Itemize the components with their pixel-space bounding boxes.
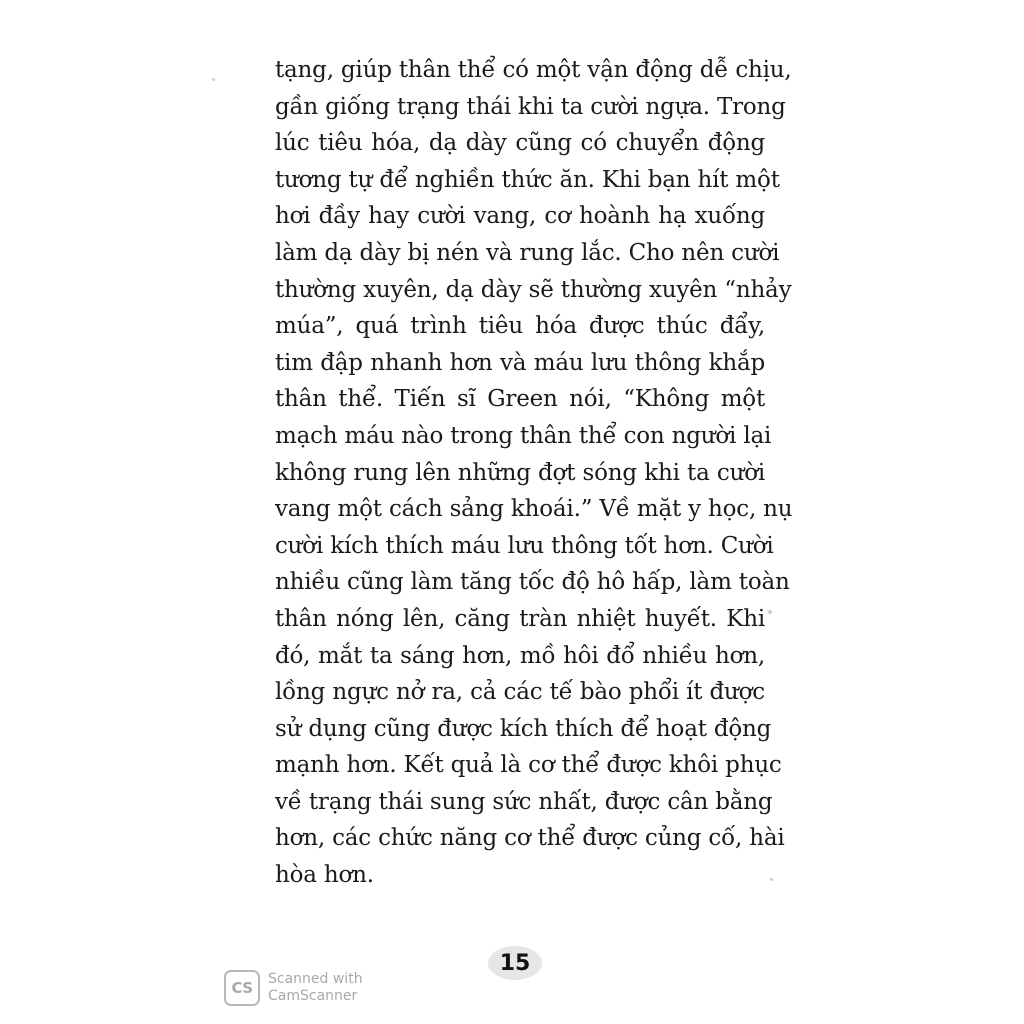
camscanner-logo-icon: CS [224, 970, 260, 1006]
text-line: hơi đầy hay cười vang, cơ hoành hạ xuống [275, 203, 765, 230]
text-line: thường xuyên, dạ dày sẽ thường xuyên “nhảy [275, 276, 792, 303]
text-line: sử dụng cũng được kích thích để hoạt động [275, 715, 772, 742]
text-line: làm dạ dày bị nén và rung lắc. Cho nên cười [275, 239, 780, 266]
text-line: cười kích thích máu lưu thông tốt hơn. Cười [275, 532, 774, 559]
text-line: đó, mắt ta sáng hơn, mồ hôi đổ nhiều hơn, [275, 642, 765, 669]
page-number: 15 [499, 950, 531, 976]
text-line: tạng, giúp thân thể có một vận động dễ chịu, [275, 57, 792, 83]
text-line: múa”, quá trình tiêu hóa được thúc đẩy, [275, 313, 765, 340]
watermark-text [268, 971, 363, 1005]
watermark-line-1: Scanned with [268, 971, 363, 987]
scan-speck [212, 78, 215, 81]
text-line: lúc tiêu hóa, dạ dày cũng có chuyển động [275, 130, 765, 157]
page-number-badge [488, 946, 542, 980]
text-line: mạnh hơn. Kết quả là cơ thể được khôi phục [275, 752, 782, 779]
watermark-line-2: CamScanner [268, 988, 358, 1004]
text-line: tương tự để nghiền thức ăn. Khi bạn hít một [275, 166, 780, 193]
text-line: lồng ngực nở ra, cả các tế bào phổi ít được [275, 679, 765, 706]
text-line: không rung lên những đợt sóng khi ta cười [275, 459, 765, 486]
text-line: hơn, các chức năng cơ thể được củng cố, hài [275, 825, 785, 852]
text-line: về trạng thái sung sức nhất, được cân bằng [275, 788, 773, 815]
text-line: thân nóng lên, căng tràn nhiệt huyết. Khi [275, 605, 765, 632]
text-line: vang một cách sảng khoái.” Về mặt y học, nụ [275, 496, 793, 523]
text-line: tim đập nhanh hơn và máu lưu thông khắp [275, 349, 765, 376]
scan-speck [770, 878, 773, 881]
text-line: thân thể. Tiến sĩ Green nói, “Không một [275, 386, 765, 413]
text-line: hòa hơn. [275, 862, 374, 889]
text-line: mạch máu nào trong thân thể con người lại [275, 422, 772, 449]
body-text [275, 52, 793, 894]
camscanner-watermark [224, 970, 363, 1006]
text-line: nhiều cũng làm tăng tốc độ hô hấp, làm toàn [275, 569, 790, 596]
scan-speck [768, 610, 772, 614]
text-line: gần giống trạng thái khi ta cười ngựa. Trong [275, 93, 786, 120]
